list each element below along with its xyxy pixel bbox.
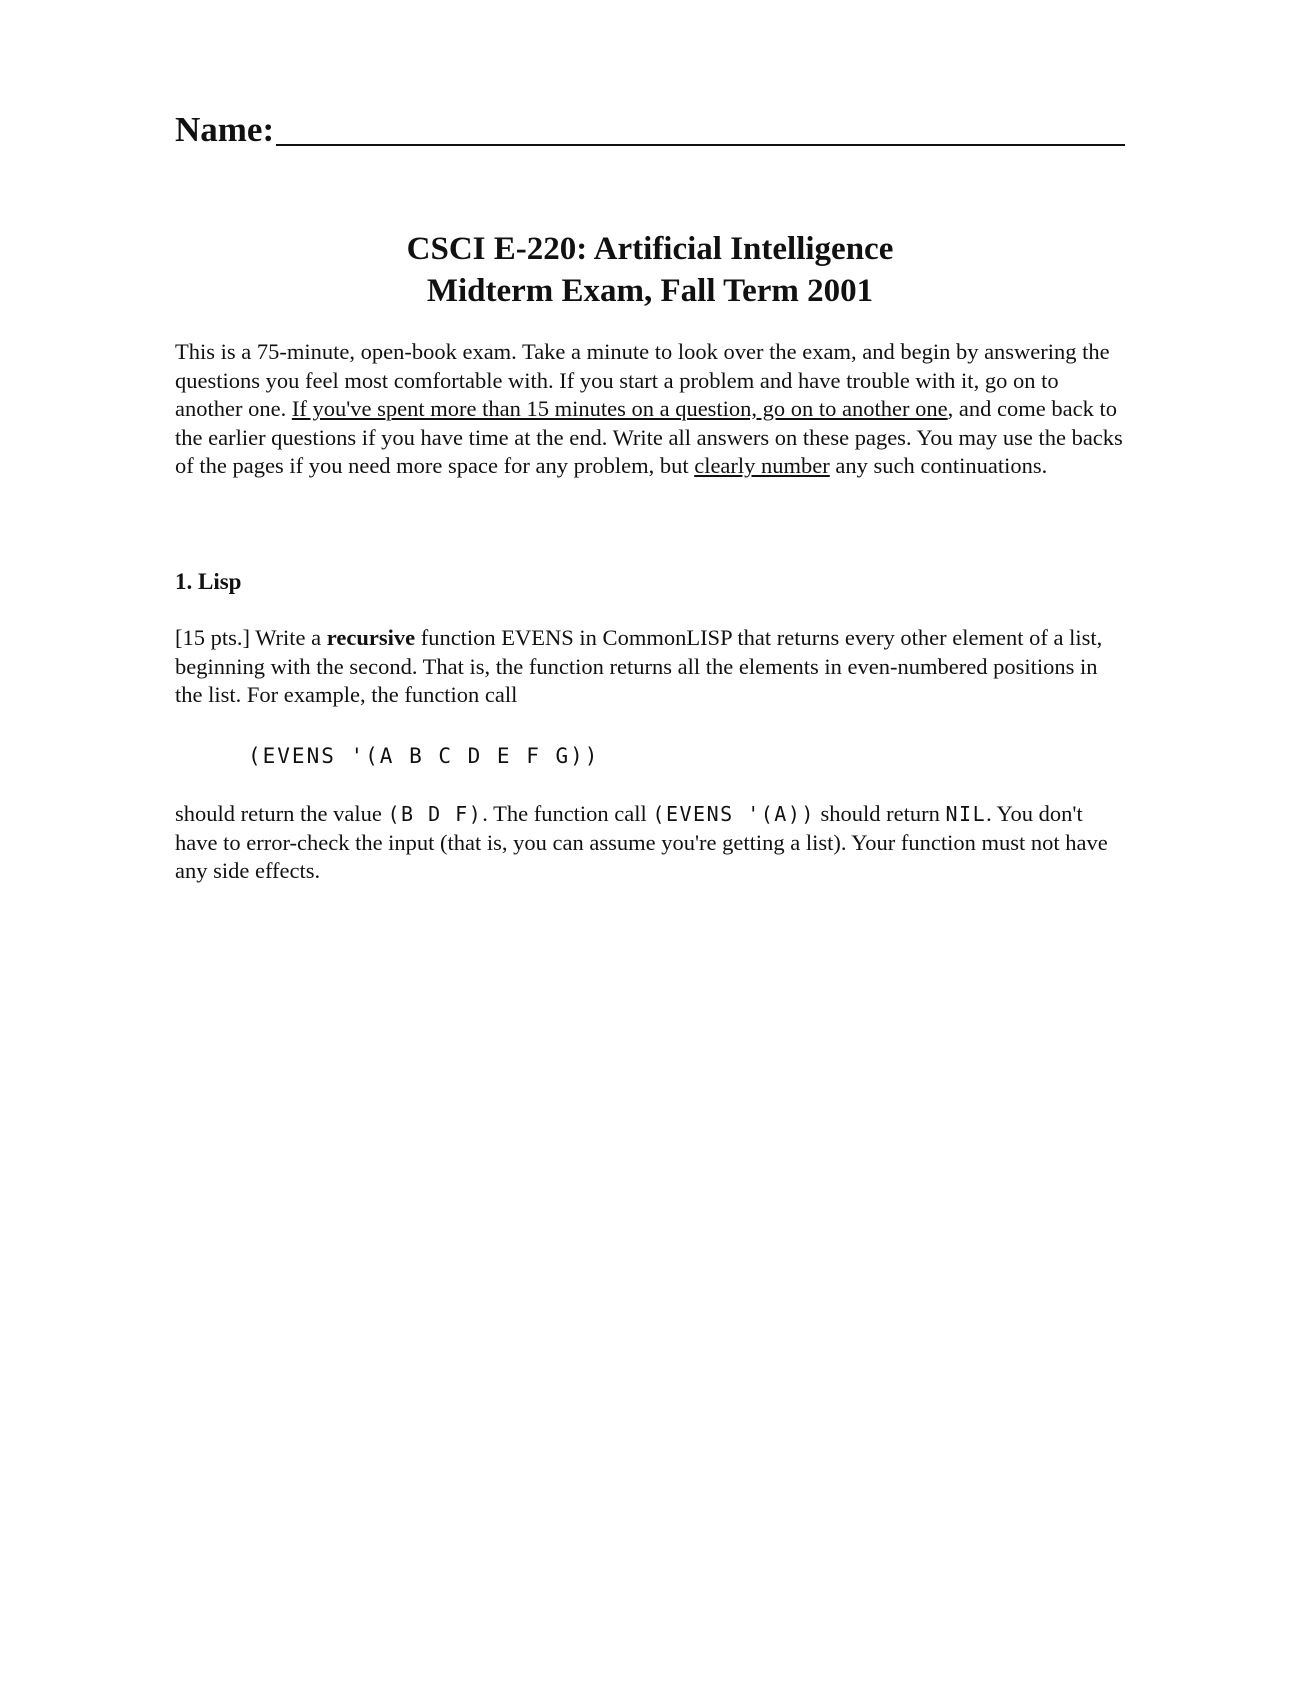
followup-code-1: (B D F) [387,802,483,826]
followup-paragraph [175,800,1130,886]
instructions-underlined-2: clearly number [694,453,830,478]
question-text-2: function EVENS in CommonLISP that returns every other element of a list, beginning with the second. That is, the function returns all the elements in even-numbered positions in the list. For example, the function call [175,625,1103,707]
instructions-text-3: any such continuations. [829,453,1048,478]
exam-subtitle: Midterm Exam, Fall Term 2001 [426,273,874,309]
question-paragraph [175,624,1130,710]
followup-text-2: . The function call [482,801,653,826]
followup-code-2: (EVENS '(A)) [652,802,815,826]
instructions-text-2: , and come back to the earlier questions if you have time at the end. Write all answers on these pages. You may use the backs of the pages if you need more space for any problem, but [175,396,1123,478]
followup-text-3: should return [814,801,946,826]
followup-text-1: should return the value [175,801,388,826]
followup-text-4: . You don't have to error-check the input (that is, you can assume you're getting a list). Your function must not have any side effects. [175,801,1108,883]
name-label: Name: [175,110,275,149]
question-text-1: [15 pts.] Write a [175,625,327,650]
instructions-text-1: This is a 75-minute, open-book exam. Take a minute to look over the exam, and begin by answering the questions you feel most comfortable with. If you start a problem and have trouble with it, go on to another one. [175,339,1110,421]
name-field-row [175,100,1125,150]
instructions-paragraph [175,338,1130,481]
question-bold-word: recursive [326,625,416,650]
instructions-underlined-1: If you've spent more than 15 minutes on a question, go on to another one [291,396,948,421]
section-heading-lisp: 1. Lisp [175,569,242,594]
name-blank-line [276,106,1125,146]
followup-code-3: NIL [945,802,987,826]
code-example: (EVENS '(A B C D E F G)) [248,744,600,768]
course-title: CSCI E-220: Artificial Intelligence [406,231,894,267]
exam-title [175,228,1125,312]
